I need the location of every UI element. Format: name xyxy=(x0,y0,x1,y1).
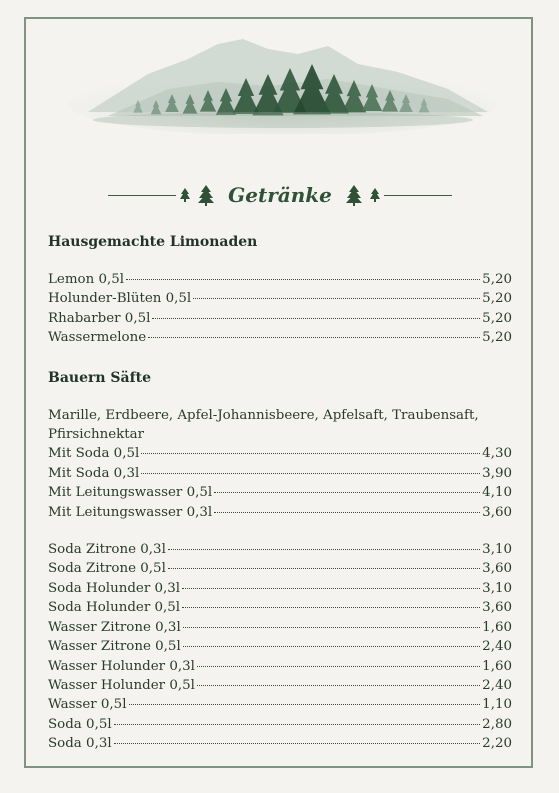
item-price: 4,30 xyxy=(482,446,512,462)
item-name: Wasser Holunder 0,3l xyxy=(48,658,195,674)
menu-item xyxy=(48,618,512,637)
dot-leader xyxy=(197,685,480,686)
item-name: Mit Soda 0,3l xyxy=(48,465,140,481)
item-name: Wasser Zitrone 0,3l xyxy=(48,619,181,635)
menu-item xyxy=(48,559,512,578)
item-name: Holunder-Blüten 0,5l xyxy=(48,291,192,307)
item-name: Mit Leitungswasser 0,5l xyxy=(48,485,213,501)
dot-leader xyxy=(214,492,480,493)
item-name: Rhabarber 0,5l xyxy=(48,310,151,326)
item-price: 5,20 xyxy=(482,330,512,346)
item-name: Wasser 0,5l xyxy=(48,697,127,713)
item-price: 3,10 xyxy=(482,580,512,596)
item-price: 3,60 xyxy=(482,504,512,520)
forest-illustration xyxy=(68,34,498,134)
item-name: Lemon 0,5l xyxy=(48,272,125,287)
menu-item xyxy=(48,328,512,347)
dot-leader xyxy=(141,473,480,474)
divider-right xyxy=(384,195,452,196)
dot-leader xyxy=(183,646,480,647)
section-heading: Bauern Säfte xyxy=(48,369,151,386)
dot-leader xyxy=(182,588,480,589)
item-price: 2,80 xyxy=(482,716,512,732)
item-name: Wasser Holunder 0,5l xyxy=(48,677,195,693)
dot-leader xyxy=(197,666,480,667)
menu-item xyxy=(48,715,512,734)
dot-leader xyxy=(168,568,480,569)
item-price: 1,10 xyxy=(482,697,512,713)
item-price: 5,20 xyxy=(482,310,512,326)
menu-item xyxy=(48,309,512,328)
menu-item xyxy=(48,579,512,598)
dot-leader xyxy=(168,549,480,550)
menu-item xyxy=(48,289,512,308)
menu-item xyxy=(48,734,512,753)
dot-leader xyxy=(126,279,480,280)
item-price: 2,20 xyxy=(482,736,512,752)
item-price: 3,90 xyxy=(482,465,512,481)
item-name: Mit Soda 0,5l xyxy=(48,446,140,462)
item-price: 4,10 xyxy=(482,485,512,501)
menu-item xyxy=(48,637,512,656)
item-name: Soda 0,5l xyxy=(48,716,112,732)
menu-item xyxy=(48,483,512,502)
dot-leader xyxy=(183,627,480,628)
dot-leader xyxy=(141,453,480,454)
menu-item xyxy=(48,676,512,695)
menu-item xyxy=(48,540,512,559)
menu-item xyxy=(48,464,512,483)
item-price: 3,10 xyxy=(482,542,512,558)
item-name: Soda Holunder 0,5l xyxy=(48,600,181,616)
page-title: Getränke xyxy=(228,183,332,207)
divider-left xyxy=(108,195,176,196)
tree-icon xyxy=(369,187,381,203)
item-price: 3,60 xyxy=(482,600,512,616)
item-price: 1,60 xyxy=(482,658,512,674)
dot-leader xyxy=(148,337,480,338)
item-name: Soda Holunder 0,3l xyxy=(48,580,181,596)
section-heading: Hausgemachte Limonaden xyxy=(48,234,258,250)
menu-content xyxy=(48,232,512,754)
item-name: Soda Zitrone 0,5l xyxy=(48,561,166,577)
menu-item xyxy=(48,503,512,522)
item-price: 5,20 xyxy=(482,272,512,287)
item-price: 5,20 xyxy=(482,291,512,307)
dot-leader xyxy=(152,318,480,319)
spacer xyxy=(48,348,512,368)
item-name: Soda Zitrone 0,3l xyxy=(48,542,166,558)
item-name: Soda 0,3l xyxy=(48,736,112,752)
spacer xyxy=(48,522,512,540)
item-name: Wassermelone xyxy=(48,330,147,346)
dot-leader xyxy=(129,704,481,705)
menu-item xyxy=(48,695,512,714)
item-name: Wasser Zitrone 0,5l xyxy=(48,639,181,655)
item-price: 2,40 xyxy=(482,639,512,655)
menu-item xyxy=(48,444,512,463)
dot-leader xyxy=(214,512,480,513)
item-price: 1,60 xyxy=(482,619,512,635)
dot-leader xyxy=(114,743,481,744)
dot-leader xyxy=(114,724,481,725)
tree-icon xyxy=(179,187,191,203)
section-description: Marille, Erdbeere, Apfel-Johannisbeere, Apfelsaft, Traubensaft, Pfirsichnektar xyxy=(48,407,479,443)
item-price: 3,60 xyxy=(482,561,512,577)
menu-item xyxy=(48,657,512,676)
item-price: 2,40 xyxy=(482,677,512,693)
item-name: Mit Leitungswasser 0,3l xyxy=(48,504,213,520)
title-row xyxy=(108,178,452,212)
menu-item xyxy=(48,270,512,289)
tree-icon xyxy=(345,184,363,206)
dot-leader xyxy=(193,298,480,299)
tree-icon xyxy=(197,184,215,206)
menu-item xyxy=(48,598,512,617)
dot-leader xyxy=(182,607,480,608)
